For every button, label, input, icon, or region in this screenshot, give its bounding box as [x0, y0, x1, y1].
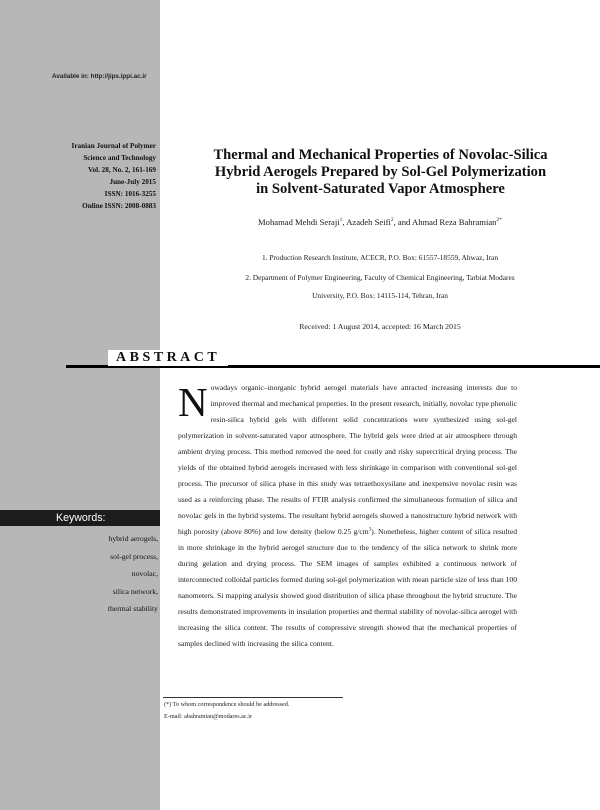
abstract-text-part1: owadays organic–inorganic hybrid aerogel materials have attracted increasing interests due to improved thermal and mechanical properties. In the present research, initially, novolac type phenolic resin-silica hybrid gels with different solid concentrations were synthesized using sol-gel polymerization in solvent-saturated vapor atmosphere. The hybrid gels were dried at air atmosphere through ambient drying process. This method removed the need for costly and risky supercritical drying process. The yields of the obtained hybrid aerogels increased with less shrinkage in comparison with conventional sol-gel process. The precursor of silica phase in this study was tetraethoxysilane and inexpensive novolac resin was used as a reinforcing phase. The results of FTIR analysis confirmed the simultaneous formation of silica and novolac gels in the hybrid systems. The resultant hybrid aerogels showed a nanostructure hybrid network with high porosity (above 80%) and low density (below 0.25 g/cm — [178, 383, 517, 536]
journal-issn: ISSN: 1016-3255 — [104, 190, 156, 199]
affiliation-2-line2: University, P.O. Box: 14115-114, Tehran, Iran — [312, 291, 448, 300]
footnote-email: E-mail: abahramian@modares.ac.ir — [164, 712, 252, 720]
author-2: Azadeh Seifi — [346, 217, 391, 227]
keywords-label: Keywords: — [56, 512, 106, 524]
author-1-affiliation: 1 — [339, 217, 343, 224]
author-separator-2: , and — [393, 217, 412, 227]
footnote-rule — [163, 697, 343, 698]
author-3-affiliation: 2* — [496, 217, 502, 224]
author-list — [160, 217, 600, 227]
author-3: Ahmad Reza Bahramian — [411, 217, 497, 227]
title-line1: Thermal and Mechanical Properties of Novolac-Silica — [213, 147, 548, 163]
correspondence-footnote — [164, 699, 289, 722]
abstract-text-part2: ). Nonetheless, higher content of silica resulted in more shrinkage in the hybrid aerogel structure due to the tendency of the silica network to shrink more during gelation and drying process. The SEM images of samples exhibited a continuous network of interconnected colloidal particles formed during sol-gel polymerization with mean particle size of less than 100 nanometers. Si mapping analysis showed good distribution of silica phase throughout the hybrid structure. The results demonstrated improvements in insulation properties and thermal stability of novolac-silica aerogel with increasing the silica content. The results of compressive strength showed that the mechanical properties of samples declined with increasing the silica content. — [178, 526, 517, 648]
abstract-body — [178, 380, 517, 652]
author-separator-1: , — [342, 217, 347, 227]
journal-name-line2: Science and Technology — [83, 154, 156, 163]
author-1: Mohamad Mehdi Seraji — [258, 217, 340, 227]
paper-title — [168, 147, 593, 199]
availability-url: Available in: http://jips.ippi.ac.ir — [52, 73, 147, 80]
affiliation-2-line1: 2. Department of Polymer Engineering, Faculty of Chemical Engineering, Tarbiat Modares — [245, 273, 515, 282]
author-2-affiliation: 2 — [390, 217, 394, 224]
keyword-item: novolac, — [131, 569, 158, 578]
keyword-item: hybrid aerogels, — [108, 534, 158, 543]
journal-online-issn: Online ISSN: 2008-0883 — [82, 202, 156, 211]
title-line3: in Solvent-Saturated Vapor Atmosphere — [256, 181, 505, 198]
title-line2: Hybrid Aerogels Prepared by Sol-Gel Polymerization — [214, 164, 547, 181]
journal-info — [40, 140, 156, 213]
keyword-item: sol-gel process, — [110, 551, 158, 561]
abstract-dropcap: N — [178, 379, 208, 425]
keywords-list — [20, 530, 158, 618]
keyword-item: thermal stability — [107, 604, 158, 613]
received-dates: Received: 1 August 2014, accepted: 16 March 2015 — [299, 322, 461, 331]
footnote-line1: (*) To whom correspondence should be addressed. — [164, 701, 290, 708]
left-sidebar-panel — [0, 0, 160, 810]
journal-date: June-July 2015 — [109, 178, 156, 187]
journal-volume: Vol. 28, No. 2, 161-169 — [87, 166, 156, 175]
abstract-superscript: 3 — [368, 527, 372, 533]
journal-name-line1: Iranian Journal of Polymer — [71, 142, 156, 150]
affiliation-1: 1. Production Research Institute, ACECR, P.O. Box: 61557-18559, Ahwaz, Iran — [261, 253, 499, 262]
keyword-item: silica network, — [112, 586, 158, 596]
abstract-heading: ABSTRACT — [108, 350, 228, 366]
